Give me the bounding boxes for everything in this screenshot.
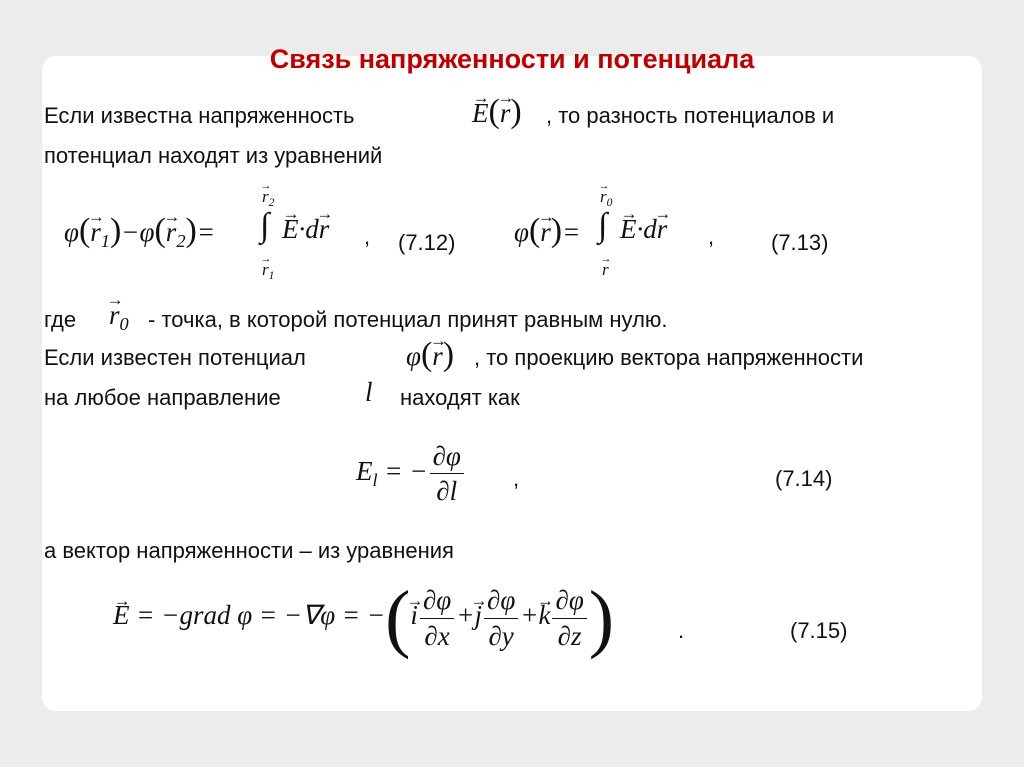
equation-7-12: $\varphi(r \to_1)-\varphi(r \to_2)=$: [64, 214, 215, 248]
equation-7-14-label: (7.14): [775, 466, 833, 491]
integral-sign-7-12: ∫: [260, 207, 270, 244]
equation-7-15-separator: .: [678, 618, 685, 643]
equation-7-13: φ(r →)=: [514, 214, 580, 248]
equation-7-13-separator: ,: [708, 224, 715, 249]
direction-text-2: находят как: [400, 385, 520, 410]
where-description: - точка, в которой потенциал принят равным нулю.: [148, 307, 668, 332]
direction-text-1: на любое направление: [44, 385, 281, 410]
equation-7-15-label: (7.15): [790, 618, 848, 643]
intro-text-2: , то разность потенциалов и: [546, 103, 835, 128]
potential-text-2: , то проекцию вектора напряженности: [474, 345, 864, 370]
fraction-dphi-dz: $\frac{\partial\varphi}{\partial z}$: [552, 586, 586, 650]
equation-7-13-label: (7.13): [771, 230, 829, 255]
vector-text: а вектор напряженности – из уравнения: [44, 538, 454, 563]
fraction-dphi-dy: $\frac{\partial\varphi}{\partial y}$: [484, 586, 518, 650]
equation-7-14: $E_l$ = − $\frac{\partial\varphi}{\partial l}$: [356, 442, 466, 506]
where-text: где: [44, 307, 77, 332]
equation-7-15: E → = −grad φ = −∇φ = −(i → $\frac{\partial\varphi}{\partial x}$ +j → $\frac{\partial\varphi}{\partial y}$ +k → $\frac{\partial\varphi}{\partial z}$ ): [113, 580, 614, 656]
integral-sign-7-13: ∫: [598, 207, 608, 244]
fraction-dphi-dx: $\frac{\partial\varphi}{\partial x}$: [420, 586, 454, 650]
symbol-r0: $r \to_0$: [109, 300, 129, 331]
integral-lower-7-12: $r \to_1$: [262, 260, 274, 280]
intro-text-1: Если известна напряженность: [44, 103, 355, 128]
equation-7-12-label: (7.12): [398, 230, 456, 255]
integrand-7-12: E →·dr →: [282, 214, 329, 245]
symbol-l: l: [365, 377, 373, 407]
integrand-7-13: E →·dr →: [620, 214, 667, 245]
intro-text-3: потенциал находят из уравнений: [44, 143, 383, 168]
slide-title: Связь напряженности и потенциала: [269, 44, 755, 74]
integral-upper-7-13: $r \to_0$: [600, 187, 612, 207]
integral-lower-7-13: r →: [602, 260, 609, 280]
integral-upper-7-12: $r \to_2$: [262, 187, 274, 207]
equation-7-14-separator: ,: [513, 466, 520, 491]
formula-phi-of-r: φ(r →): [406, 338, 454, 372]
equation-7-12-separator: ,: [364, 224, 371, 249]
fraction-dphi-dl: $\frac{\partial\varphi}{\partial l}$: [430, 442, 464, 506]
potential-text-1: Если известен потенциал: [44, 345, 306, 370]
formula-E-of-r: E →(r →): [472, 95, 522, 129]
